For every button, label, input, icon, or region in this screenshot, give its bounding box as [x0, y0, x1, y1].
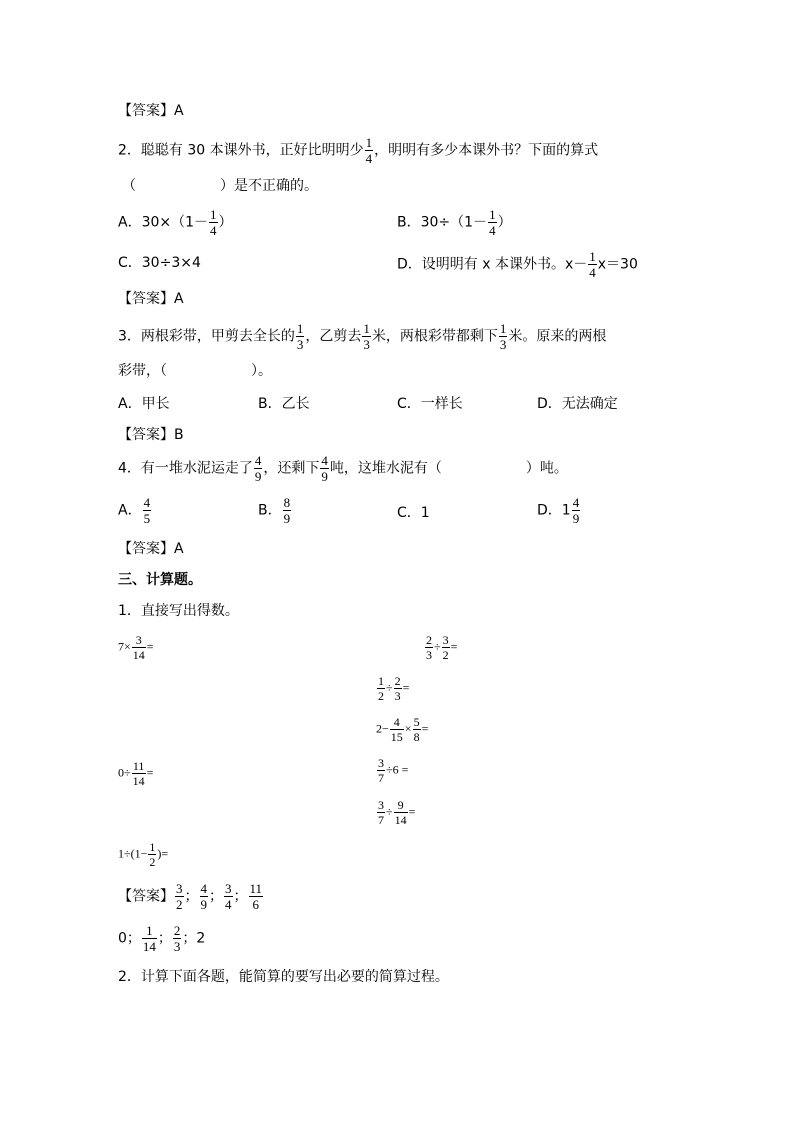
q3-option-c: C．一样长	[397, 396, 463, 412]
fraction: $\frac{2}{3}$	[173, 923, 181, 954]
section3-q1-title: 1．直接写出得数。	[118, 603, 239, 619]
fraction: $\frac{5}{8}$	[413, 715, 420, 744]
fraction: $\frac{1}{2}$	[149, 840, 156, 869]
q2-option-a: A．30×（1－ $\frac{1}{4}$ ）	[118, 207, 233, 238]
fraction: $\frac{1}{4}$	[489, 207, 496, 238]
answer-line-section3: 【答案】 $\frac{3}{2}$ ； $\frac{4}{9}$ ； $\frac{3}{4}$ ； $\frac{11}{6}$	[118, 881, 263, 912]
fraction: $\frac{1}{14}$	[142, 923, 156, 954]
fraction: $\frac{8}{9}$	[283, 495, 291, 526]
fraction: $\frac{4}{15}$	[390, 715, 403, 744]
expression-8: 1÷(1− $\frac{1}{2}$ )=	[118, 840, 169, 869]
answer-line-q1	[118, 104, 184, 118]
question-3: 3．两根彩带，甲剪去全长的 $\frac{1}{3}$ ，乙剪去 $\frac{1}{3}$ 米，两根彩带都剩下 $\frac{1}{3}$ 米。原来的两根	[118, 321, 607, 352]
expression-2: $\frac{2}{3}$ ÷ $\frac{3}{2}$ =	[426, 633, 458, 662]
q2-text-after: ，明明有多少本课外书？下面的算式	[374, 142, 599, 159]
fraction: $\frac{3}{2}$	[442, 633, 449, 662]
q2-line2: （ ）是不正确的。	[122, 178, 318, 194]
fraction: $\frac{2}{3}$	[394, 674, 401, 703]
q3-line2: 彩带，（ ）。	[118, 363, 272, 379]
fraction: $\frac{3}{7}$	[378, 798, 384, 827]
answer-line-section3-2: 0； $\frac{1}{14}$ ； $\frac{2}{3}$ ；2	[118, 923, 206, 954]
expression-7: $\frac{3}{7}$ ÷ $\frac{9}{14}$ =	[378, 798, 416, 827]
fraction: $\frac{1}{4}$	[210, 207, 217, 238]
fraction: $\frac{3}{14}$	[132, 633, 145, 662]
fraction: $\frac{11}{14}$	[132, 759, 145, 788]
q2-option-b: B．30÷（1－ $\frac{1}{4}$ ）	[397, 207, 512, 238]
q4-option-a: A． $\frac{4}{5}$	[118, 495, 151, 526]
q2-option-d: D．设明明有 x 本课外书。x－ $\frac{1}{4}$ x＝30	[397, 249, 638, 280]
fraction: $\frac{4}{9}$	[321, 453, 328, 484]
fraction: $\frac{1}{4}$	[589, 249, 596, 280]
answer-value: A	[174, 103, 184, 119]
fraction: $\frac{3}{4}$	[225, 881, 232, 912]
fraction: $\frac{1}{3}$	[296, 321, 304, 352]
q4-option-b: B． $\frac{8}{9}$	[258, 495, 291, 526]
section-title: 三、计算题。	[118, 572, 202, 588]
q3-option-b: B．乙长	[258, 396, 310, 412]
expression-5: 0÷ $\frac{11}{14}$ =	[118, 759, 154, 788]
fraction: $\frac{3}{7}$	[378, 756, 384, 785]
q3-option-a: A．甲长	[118, 396, 170, 412]
fraction: $\frac{1}{3}$	[363, 321, 370, 352]
answer-label: 【答案】	[118, 103, 174, 119]
expression-6: $\frac{3}{7}$ ÷6 =	[378, 756, 409, 785]
q2-text-before: 2．聪聪有 30 本课外书，正好比明明少	[118, 142, 364, 159]
fraction: $\frac{11}{6}$	[249, 881, 263, 912]
fraction: $\frac{1}{4}$	[365, 135, 373, 166]
section3-q2-title: 2．计算下面各题，能简算的要写出必要的简算过程。	[118, 969, 449, 985]
question-2	[118, 136, 598, 165]
expression-3: $\frac{1}{2}$ ÷ $\frac{2}{3}$ =	[378, 674, 410, 703]
question-4: 4．有一堆水泥运走了 $\frac{4}{9}$ ，还剩下 $\frac{4}{9}$ 吨，这堆水泥有（ ）吨。	[118, 453, 568, 484]
expression-4: 2− $\frac{4}{15}$ × $\frac{5}{8}$ =	[376, 715, 429, 744]
fraction: $\frac{1}{3}$	[499, 321, 507, 352]
fraction: $\frac{4}{9}$	[200, 881, 207, 912]
q4-option-c: C．1	[397, 505, 430, 521]
q3-option-d: D．无法确定	[537, 396, 618, 412]
fraction: $\frac{1}{2}$	[378, 674, 384, 703]
q4-option-d: D．1 $\frac{4}{9}$	[537, 495, 580, 526]
fraction: $\frac{4}{5}$	[143, 495, 151, 526]
fraction: $\frac{9}{14}$	[394, 798, 407, 827]
fraction: $\frac{4}{9}$	[572, 495, 580, 526]
answer-line-q2: 【答案】A	[118, 291, 184, 307]
answer-line-q3: 【答案】B	[118, 427, 184, 443]
fraction: $\frac{2}{3}$	[426, 633, 432, 662]
expression-1: 7× $\frac{3}{14}$ =	[118, 633, 154, 662]
answer-line-q4: 【答案】A	[118, 541, 184, 557]
q2-option-c: C．30÷3×4	[118, 255, 201, 271]
fraction: $\frac{3}{2}$	[176, 881, 183, 912]
fraction: $\frac{4}{9}$	[254, 453, 262, 484]
